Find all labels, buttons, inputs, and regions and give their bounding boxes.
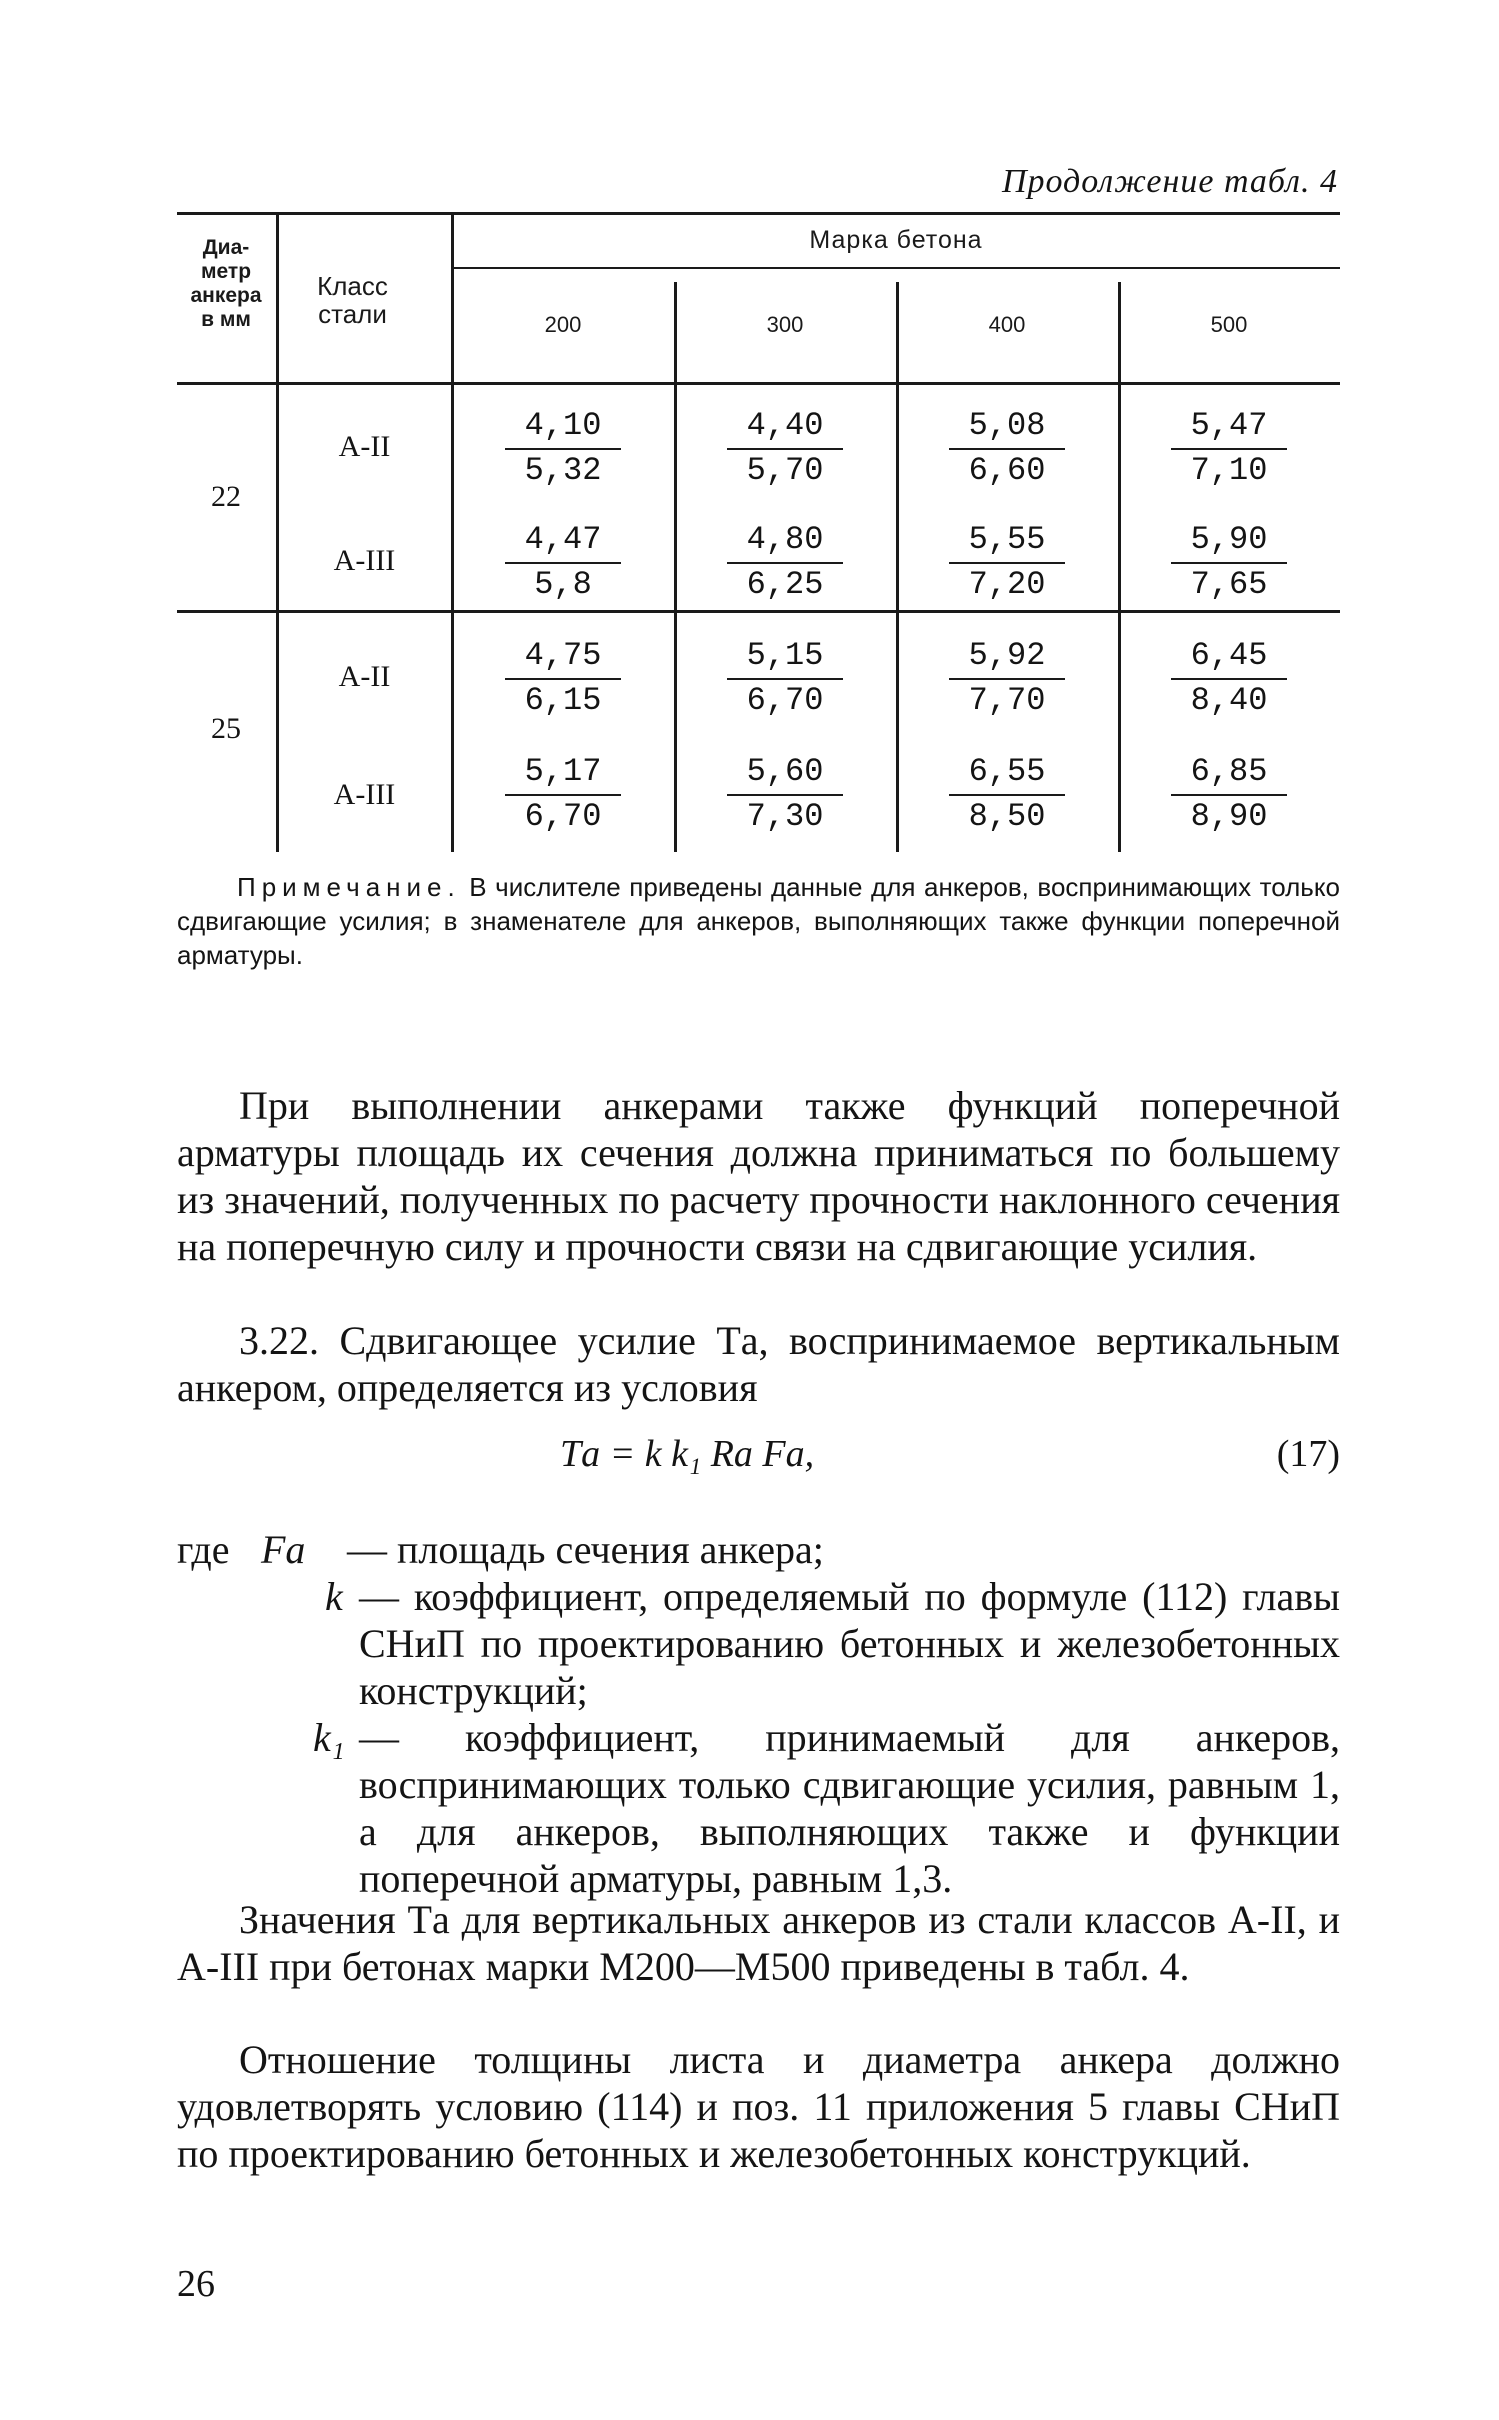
fraction-bar — [727, 562, 843, 564]
denominator: 8,90 — [1190, 798, 1268, 835]
definition-item — [177, 1526, 1340, 1573]
definition-item — [177, 1573, 1340, 1714]
header-grade-500: 500 — [1210, 312, 1248, 337]
where-label: где — [177, 1527, 230, 1572]
diameter-column-rule — [276, 212, 279, 852]
fraction-bar — [727, 794, 843, 796]
value-fraction — [452, 522, 674, 603]
denominator: 8,40 — [1190, 682, 1268, 719]
fraction-bar — [949, 678, 1065, 680]
fraction-bar — [505, 448, 621, 450]
fraction-bar — [949, 562, 1065, 564]
table-note — [177, 870, 1340, 972]
header-diameter-line: Диа- — [202, 236, 250, 259]
table-top-rule — [177, 212, 1340, 215]
denominator: 7,65 — [1190, 566, 1268, 603]
numerator: 4,10 — [524, 407, 602, 444]
numerator: 4,47 — [524, 521, 602, 558]
value-fraction — [1118, 408, 1340, 489]
value-fraction — [1118, 754, 1340, 835]
definition-text: — коэффициент, определяемый по формуле (112) главы СНиП по проектированию бетонных и железобетонных конструкций; — [359, 1574, 1340, 1713]
steel-class-cell: А-II — [338, 430, 391, 463]
value-fraction — [896, 408, 1118, 489]
value-fraction — [674, 638, 896, 719]
definition-text: — коэффициент, принимаемый для анкеров, воспринимающих только сдвигающие усилия, равным 1, а для анкеров, выполняющих также и функции поперечной арматуры, равным 1,3. — [359, 1715, 1340, 1901]
value-fraction — [1118, 522, 1340, 603]
definition-symbol: k — [325, 1574, 343, 1619]
numerator: 5,92 — [968, 637, 1046, 674]
numerator: 5,17 — [524, 753, 602, 790]
denominator: 6,70 — [746, 682, 824, 719]
denominator: 5,8 — [534, 566, 592, 603]
steel-class-cell: А-II — [338, 660, 391, 693]
value-fraction — [452, 638, 674, 719]
numerator: 6,45 — [1190, 637, 1268, 674]
denominator: 6,15 — [524, 682, 602, 719]
numerator: 5,90 — [1190, 521, 1268, 558]
fraction-bar — [505, 794, 621, 796]
paragraph-thickness-ratio: Отношение толщины листа и диаметра анкера должно удовлетворять условию (114) и поз. 11 приложения 5 главы СНиП по проектированию бетонных и железобетонных конструкций. — [177, 2037, 1340, 2176]
definition-symbol: k₁ — [313, 1715, 345, 1760]
denominator: 7,30 — [746, 798, 824, 835]
header-grade-200: 200 — [544, 312, 582, 337]
page-number: 26 — [177, 2263, 215, 2305]
note-label: Примечание. — [237, 872, 461, 902]
numerator: 6,55 — [968, 753, 1046, 790]
fraction-bar — [1171, 562, 1287, 564]
numerator: 5,60 — [746, 753, 824, 790]
formula-17: Tа = k k₁ Rа Fа, — [560, 1433, 815, 1475]
value-fraction — [896, 638, 1118, 719]
table-continuation-label: Продолжение табл. 4 — [1001, 163, 1338, 200]
definition-text: — площадь сечения анкера; — [347, 1527, 824, 1572]
note-text: В числителе приведены данные для анкеров, воспринимающих только сдвигающие усилия; в знаменателе для анкеров, выполняющих также функции поперечной арматуры. — [177, 872, 1340, 970]
denominator: 8,50 — [968, 798, 1046, 835]
denominator: 7,70 — [968, 682, 1046, 719]
steel-class-cell: А-III — [333, 544, 396, 577]
fraction-bar — [1171, 448, 1287, 450]
steel-class-cell: А-III — [333, 778, 396, 811]
numerator: 5,55 — [968, 521, 1046, 558]
row-group-rule — [177, 610, 1340, 613]
fraction-bar — [505, 562, 621, 564]
fraction-bar — [949, 794, 1065, 796]
value-fraction — [1118, 638, 1340, 719]
denominator: 7,10 — [1190, 452, 1268, 489]
header-steel-class-line: Класс — [317, 271, 388, 301]
header-steel-class — [295, 272, 410, 328]
header-diameter-line: метр — [200, 260, 252, 283]
paragraph-ta-values: Значения Tа для вертикальных анкеров из стали классов А-II, и А-III при бетонах марки М200—М500 приведены в табл. 4. — [177, 1897, 1340, 1989]
header-steel-class-line: стали — [318, 299, 387, 329]
header-diameter-line: анкера — [190, 284, 262, 307]
grade-header-rule — [452, 267, 1340, 269]
header-grade-400: 400 — [988, 312, 1026, 337]
header-bottom-rule — [177, 382, 1340, 385]
anchor-force-table — [177, 212, 1340, 852]
definitions-list — [177, 1526, 1340, 1902]
numerator: 5,47 — [1190, 407, 1268, 444]
value-fraction — [896, 754, 1118, 835]
numerator: 5,15 — [746, 637, 824, 674]
header-diameter-line: в мм — [201, 308, 251, 331]
diameter-cell: 22 — [211, 480, 241, 513]
fraction-bar — [1171, 794, 1287, 796]
equation-number: (17) — [1276, 1433, 1340, 1475]
denominator: 5,32 — [524, 452, 602, 489]
value-fraction — [452, 408, 674, 489]
fraction-bar — [727, 448, 843, 450]
denominator: 6,70 — [524, 798, 602, 835]
value-fraction — [452, 754, 674, 835]
diameter-cell: 25 — [211, 712, 241, 745]
numerator: 4,80 — [746, 521, 824, 558]
definition-item — [177, 1714, 1340, 1902]
paragraph-3-22: 3.22. Сдвигающее усилие Tа, воспринимаемое вертикальным анкером, определяется из условия — [177, 1318, 1340, 1410]
denominator: 6,25 — [746, 566, 824, 603]
header-diameter — [177, 236, 275, 332]
denominator: 7,20 — [968, 566, 1046, 603]
value-fraction — [674, 522, 896, 603]
numerator: 6,85 — [1190, 753, 1268, 790]
numerator: 4,40 — [746, 407, 824, 444]
definition-symbol: Fа — [261, 1527, 306, 1572]
value-fraction — [674, 754, 896, 835]
paragraph-transverse-reinforcement: При выполнении анкерами также функций поперечной арматуры площадь их сечения должна приниматься по большему из значений, полученных по расчету прочности наклонного сечения на поперечную силу и прочности связи на сдвигающие усилия. — [177, 1083, 1340, 1269]
fraction-bar — [727, 678, 843, 680]
header-concrete-grade: Марка бетона — [809, 226, 983, 254]
value-fraction — [674, 408, 896, 489]
fraction-bar — [505, 678, 621, 680]
fraction-bar — [1171, 678, 1287, 680]
numerator: 5,08 — [968, 407, 1046, 444]
denominator: 6,60 — [968, 452, 1046, 489]
fraction-bar — [949, 448, 1065, 450]
numerator: 4,75 — [524, 637, 602, 674]
value-fraction — [896, 522, 1118, 603]
header-grade-300: 300 — [766, 312, 804, 337]
denominator: 5,70 — [746, 452, 824, 489]
